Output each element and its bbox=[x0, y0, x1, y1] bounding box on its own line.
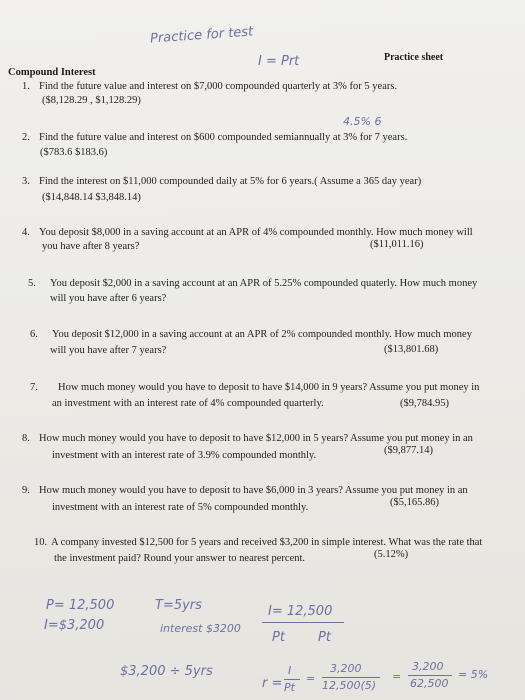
fraction-bar bbox=[322, 677, 380, 678]
handwritten-result: = 5% bbox=[458, 668, 489, 681]
question-answer: ($14,848.14 $3,848.14) bbox=[42, 192, 141, 203]
fraction-denominator: 12,500(5) bbox=[322, 679, 377, 692]
question-answer: ($8,128.29 , $1,128.29) bbox=[42, 95, 141, 106]
handwritten-title-note: Practice for test bbox=[149, 24, 254, 47]
fraction-denominator: 62,500 bbox=[410, 677, 449, 690]
question-text-line2: investment with an interest rate of 5% compounded monthly. bbox=[52, 502, 309, 513]
question-answer: ($9,784.95) bbox=[400, 398, 449, 409]
question-number: 9. bbox=[22, 485, 30, 496]
fraction-numerator: I bbox=[288, 664, 292, 677]
question-text: You deposit $8,000 in a saving account at an APR of 4% compounded monthly. How much money will bbox=[39, 227, 473, 238]
question-text: How much money would you have to deposit to have $6,000 in 3 years? Assume you put money in an bbox=[39, 485, 468, 496]
question-answer: ($13,801.68) bbox=[384, 344, 439, 355]
question-number: 8. bbox=[22, 433, 30, 444]
question-answer: ($5,165.86) bbox=[390, 497, 439, 508]
fraction-bar bbox=[262, 622, 344, 623]
fraction-denominator: Pt bbox=[284, 681, 295, 694]
question-number: 4. bbox=[22, 227, 30, 238]
question-answer: ($9,877.14) bbox=[384, 445, 433, 456]
question-text-line2: will you have after 7 years? bbox=[50, 345, 167, 356]
question-text-line2: the investment paid? Round your answer to nearest percent. bbox=[54, 553, 306, 564]
worksheet-page: Practice for test I = Prt Practice sheet Compound Interest 1. Find the future value and interest on $7,000 compounded quarterly at 3% for 5 years. ($8,128.29 , $1,128.29) 4.5% 6 2. Find the future value and interest on $600 compounded semiannually at 3% for 7 years. ($783.6 $183.6) 3. Find the interest on $11,000 compounded daily at 5% for 6 years.( Assume a 365 day year) ($14,848.14 $3,848.14) 4. You deposit $8,000 in a saving account at an APR of 4% compounded monthly. How much money will you have after 8 years? ($11,011.16) 5. You deposit $2,000 in a saving account at an APR of 5.25% compounded quaterly. How much money will you have after 6 years? 6. You deposit $12,000 in a saving account at an APR of 2% compounded monthly. How much money will you have after 7 years? ($13,801.68) 7. How much money would you have to deposit to have $14,000 in 9 years? Assume you put money in an investment with an interest rate of 4% compounded quarterly. ($9,784.95) 8. How much money would you have to deposit to have $12,000 in 5 years? Assume you put money in an investment with an interest rate of 3.9% compounded monthly. ($9,877.14) 9. How much money would you have to deposit to have $6,000 in 3 years? Assume you put money in an investment with an interest rate of 5% compounded monthly. ($5,165.86) 10. A company invested $12,500 for 5 years and received $3,200 in simple interest. What was the rate that the investment paid? Round your answer to nearest percent. (5.12%) P= 12,500 T=5yrs I= 12,500 I=$3,200 interest $3200 Pt Pt $3,200 ÷ 5yrs r = I Pt = 3,200 12,500(5) = 3,200 62,500 = 5% bbox=[0, 0, 525, 700]
handwritten-interest-top: I= 12,500 bbox=[268, 604, 333, 619]
question-answer: (5.12%) bbox=[374, 549, 409, 560]
question-text-line2: an investment with an interest rate of 4% compounded quarterly. bbox=[52, 398, 324, 409]
question-number: 2. bbox=[22, 132, 30, 143]
handwritten-interest-left: I=$3,200 bbox=[44, 618, 105, 633]
handwritten-time: T=5yrs bbox=[155, 598, 202, 613]
question-number: 10. bbox=[34, 537, 48, 548]
question-text: How much money would you have to deposit to have $14,000 in 9 years? Assume you put money in bbox=[58, 382, 480, 393]
question-text: Find the future value and interest on $600 compounded semiannually at 3% for 7 years. bbox=[39, 132, 408, 143]
question-number: 5. bbox=[28, 278, 36, 289]
fraction-bar bbox=[408, 675, 452, 676]
question-number: 3. bbox=[22, 176, 30, 187]
handwritten-pt-left: Pt bbox=[272, 630, 285, 645]
question-text-line2: you have after 8 years? bbox=[42, 241, 140, 252]
handwritten-rate-eq: r = bbox=[262, 676, 283, 691]
question-text: How much money would you have to deposit to have $12,000 in 5 years? Assume you put money in an bbox=[39, 433, 473, 444]
question-answer: ($11,011.16) bbox=[370, 239, 424, 250]
fraction-bar bbox=[284, 679, 300, 680]
handwritten-formula: I = Prt bbox=[258, 54, 300, 69]
question-text: You deposit $2,000 in a saving account at an APR of 5.25% compounded quaterly. How much money bbox=[50, 278, 478, 289]
handwritten-rate-note: 4.5% 6 bbox=[343, 115, 382, 128]
practice-sheet-label: Practice sheet bbox=[384, 52, 444, 63]
question-text: Find the interest on $11,000 compounded daily at 5% for 6 years.( Assume a 365 day year) bbox=[39, 176, 422, 187]
section-title: Compound Interest bbox=[8, 67, 96, 78]
handwritten-principal: P= 12,500 bbox=[46, 598, 115, 613]
question-text: Find the future value and interest on $7,000 compounded quarterly at 3% for 5 years. bbox=[39, 81, 398, 92]
fraction-numerator: 3,200 bbox=[412, 660, 444, 673]
fraction-numerator: 3,200 bbox=[330, 662, 362, 675]
question-number: 7. bbox=[30, 382, 38, 393]
question-answer: ($783.6 $183.6) bbox=[40, 147, 108, 158]
handwritten-division: $3,200 ÷ 5yrs bbox=[120, 664, 213, 679]
handwritten-interest-note: interest $3200 bbox=[160, 622, 241, 635]
question-text: A company invested $12,500 for 5 years and received $3,200 in simple interest. What was the rate that bbox=[51, 537, 483, 548]
question-text-line2: investment with an interest rate of 3.9% compounded monthly. bbox=[52, 450, 317, 461]
question-text: You deposit $12,000 in a saving account at an APR of 2% compounded monthly. How much money bbox=[52, 329, 472, 340]
question-text-line2: will you have after 6 years? bbox=[50, 293, 167, 304]
handwritten-pt-right: Pt bbox=[318, 630, 331, 645]
question-number: 1. bbox=[22, 81, 30, 92]
question-number: 6. bbox=[30, 329, 38, 340]
